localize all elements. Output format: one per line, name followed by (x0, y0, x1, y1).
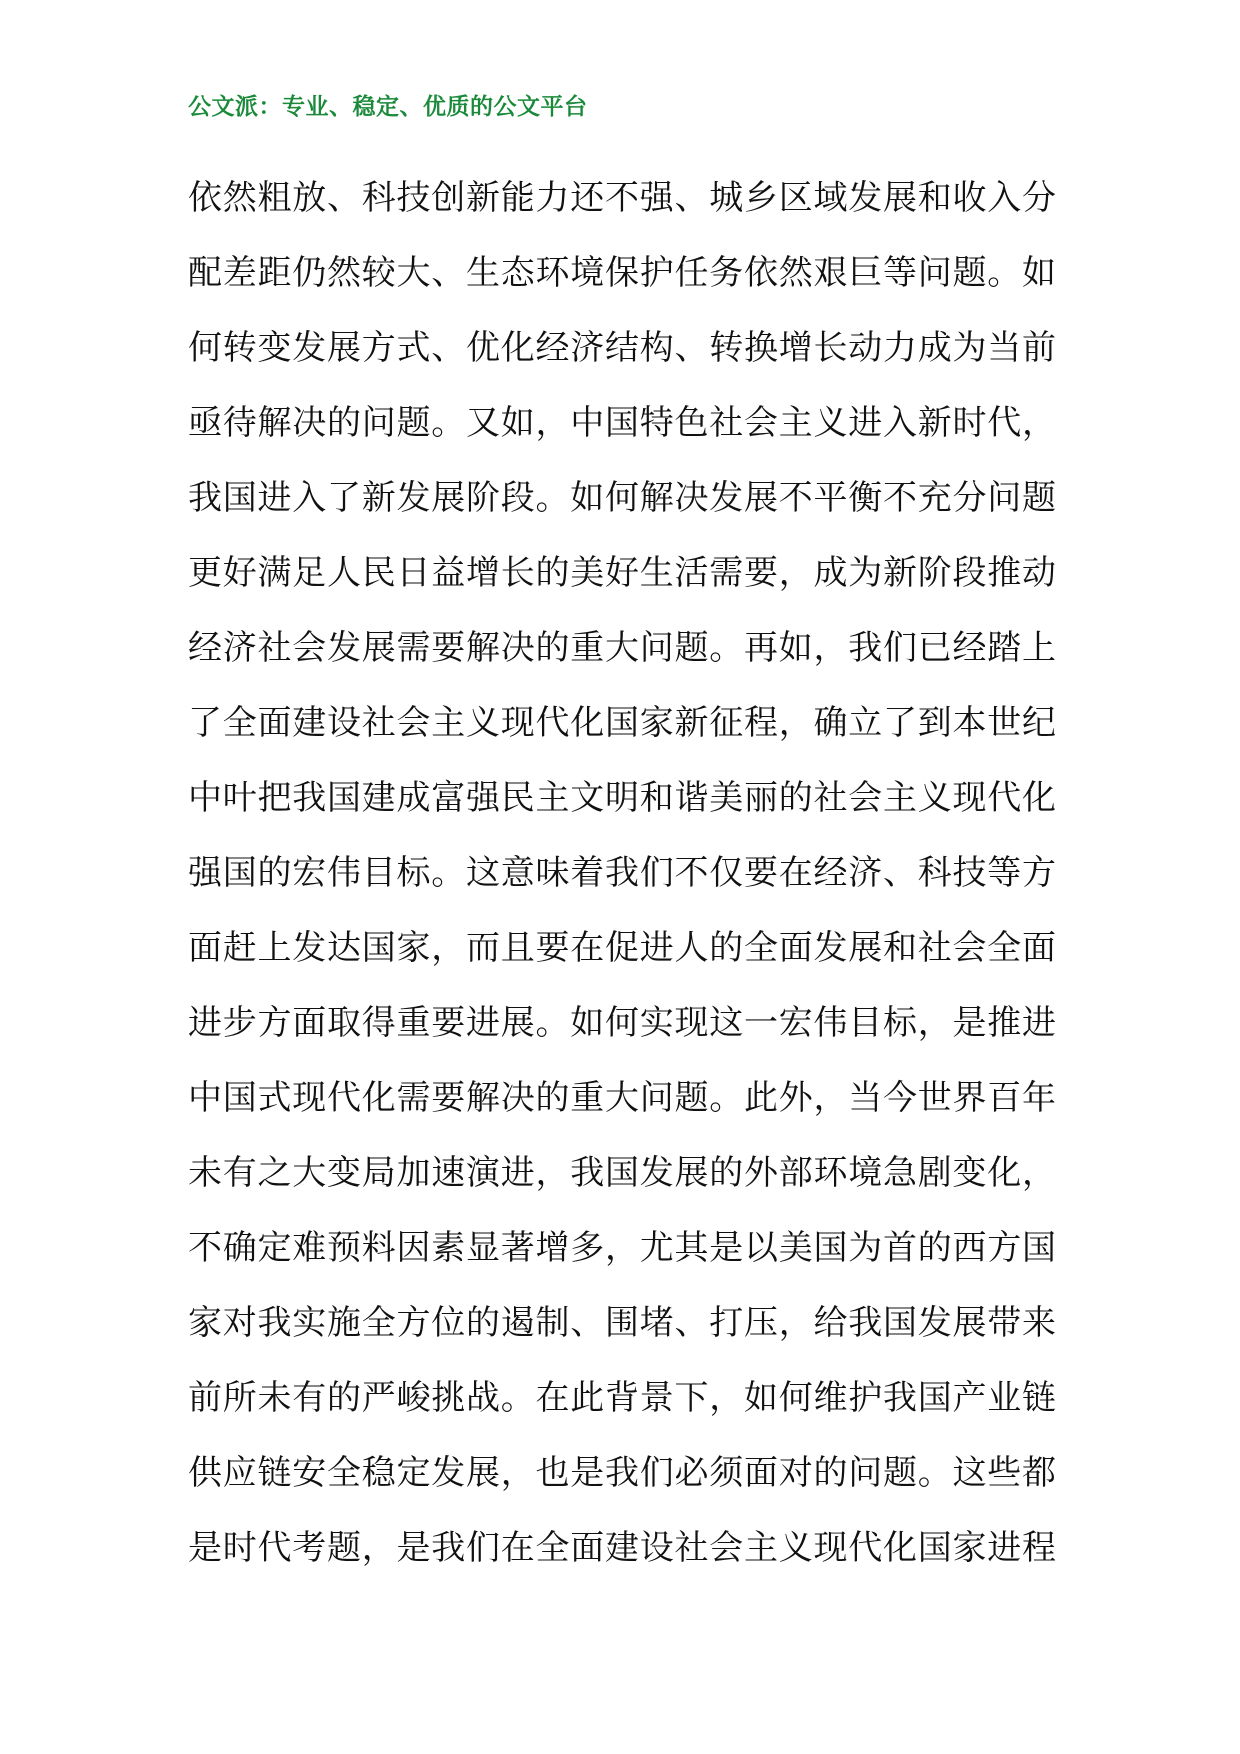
header-title: 公文派：专业、稳定、优质的公文平台 (188, 94, 588, 120)
body-text (188, 171, 1058, 1596)
text-line: 不确定难预料因素显著增多，尤其是以美国为首的西方国 (188, 1228, 1056, 1268)
text-line: 亟待解决的问题。又如，中国特色社会主义进入新时代， (188, 403, 1056, 443)
text-line: 了全面建设社会主义现代化国家新征程，确立了到本世纪 (188, 703, 1056, 743)
text-line: 我国进入了新发展阶段。如何解决发展不平衡不充分问题 (188, 478, 1056, 518)
text-line: 面赶上发达国家，而且要在促进人的全面发展和社会全面 (188, 928, 1056, 968)
text-line: 未有之大变局加速演进，我国发展的外部环境急剧变化， (188, 1153, 1056, 1193)
text-line: 供应链安全稳定发展，也是我们必须面对的问题。这些都 (188, 1453, 1056, 1493)
text-line: 依然粗放、科技创新能力还不强、城乡区域发展和收入分 (188, 178, 1056, 218)
text-line: 家对我实施全方位的遏制、围堵、打压，给我国发展带来 (188, 1303, 1056, 1343)
text-line: 配差距仍然较大、生态环境保护任务依然艰巨等问题。如 (188, 253, 1056, 293)
text-line: 中叶把我国建成富强民主文明和谐美丽的社会主义现代化 (188, 778, 1056, 818)
text-line: 前所未有的严峻挑战。在此背景下，如何维护我国产业链 (188, 1378, 1056, 1418)
text-line: 何转变发展方式、优化经济结构、转换增长动力成为当前 (188, 328, 1056, 368)
text-line: 中国式现代化需要解决的重大问题。此外，当今世界百年 (188, 1078, 1056, 1118)
text-line: 是时代考题，是我们在全面建设社会主义现代化国家进程 (188, 1528, 1056, 1568)
text-line: 进步方面取得重要进展。如何实现这一宏伟目标，是推进 (188, 1003, 1056, 1043)
text-line: 更好满足人民日益增长的美好生活需要，成为新阶段推动 (188, 553, 1056, 593)
text-line: 经济社会发展需要解决的重大问题。再如，我们已经踏上 (188, 628, 1056, 668)
text-line: 强国的宏伟目标。这意味着我们不仅要在经济、科技等方 (188, 853, 1056, 893)
